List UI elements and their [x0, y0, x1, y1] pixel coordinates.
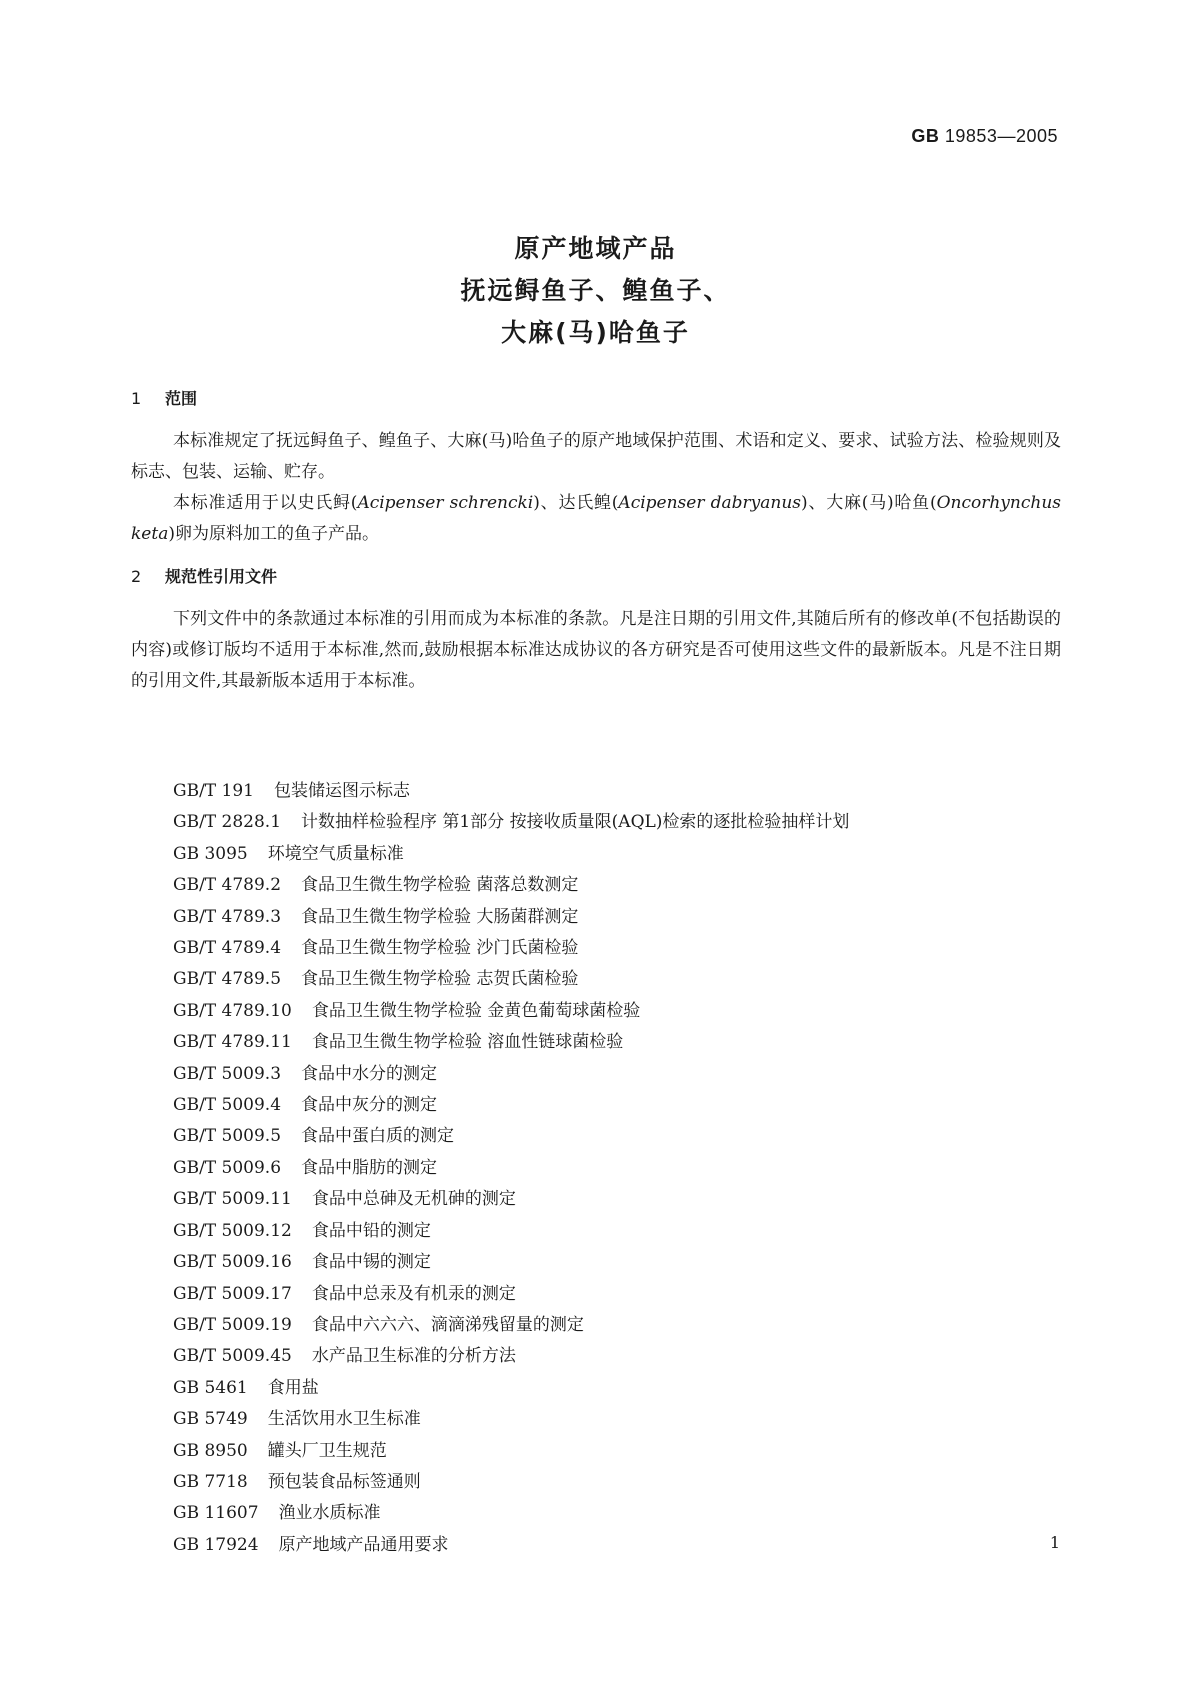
reference-item: [173, 807, 849, 838]
reference-title: 食品中灰分的测定: [301, 1095, 438, 1116]
scope-text-2: )、达氏鳇(: [533, 493, 619, 513]
standard-code-number: 19853—2005: [944, 126, 1058, 146]
references-intro: 下列文件中的条款通过本标准的引用而成为本标准的条款。凡是注日期的引用文件,其随后所有的修改单(不包括勘误的内容)或修订版均不适用于本标准,然而,鼓励根据本标准达成协议的各方研究是否可使用这些文件的最新版本。凡是不注日期的引用文件,其最新版本适用于本标准。: [131, 609, 1061, 691]
reference-item: [173, 1530, 849, 1561]
reference-title: 食品中总汞及有机汞的测定: [311, 1283, 516, 1304]
reference-item: [173, 1027, 849, 1058]
title-line-1: 原产地域产品: [514, 234, 677, 263]
reference-title: 食品中铅的测定: [311, 1220, 431, 1241]
reference-item: [173, 839, 849, 870]
title-line-2: 抚远鲟鱼子、鳇鱼子、: [460, 276, 731, 305]
reference-item: [173, 1341, 849, 1372]
reference-item: [173, 996, 849, 1027]
reference-title: 食品中脂肪的测定: [301, 1157, 438, 1178]
reference-code: GB/T 5009.12: [173, 1220, 292, 1241]
reference-title: 食品卫生微生物学检验 志贺氏菌检验: [301, 969, 579, 990]
reference-code: GB 5461: [173, 1377, 248, 1398]
reference-code: GB/T 5009.5: [173, 1126, 282, 1147]
reference-code: GB/T 5009.3: [173, 1063, 282, 1084]
reference-item: [173, 870, 849, 901]
reference-item: [173, 902, 849, 933]
reference-code: GB 8950: [173, 1440, 248, 1461]
reference-title: 生活饮用水卫生标准: [267, 1409, 421, 1430]
scope-paragraph-1: 本标准规定了抚远鲟鱼子、鳇鱼子、大麻(马)哈鱼子的原产地域保护范围、术语和定义、要求、试验方法、检验规则及标志、包装、运输、贮存。: [131, 431, 1061, 482]
section-2-number: 2: [131, 567, 142, 586]
reference-code: GB/T 4789.11: [173, 1032, 292, 1053]
reference-code: GB/T 5009.4: [173, 1095, 282, 1116]
section-1-heading: [131, 386, 197, 409]
reference-item: [173, 1467, 849, 1498]
reference-item: [173, 1216, 849, 1247]
reference-title: 食品中蛋白质的测定: [301, 1126, 455, 1147]
page-number: 1: [1049, 1533, 1060, 1552]
reference-code: GB/T 2828.1: [173, 812, 282, 833]
reference-title: 罐头厂卫生规范: [267, 1440, 387, 1461]
reference-item: [173, 933, 849, 964]
reference-code: GB 7718: [173, 1471, 248, 1492]
reference-title: 食品卫生微生物学检验 大肠菌群测定: [301, 906, 579, 927]
reference-code: GB/T 5009.16: [173, 1252, 292, 1273]
reference-title: 食品中六六六、滴滴涕残留量的测定: [311, 1314, 584, 1335]
scope-text-1: 本标准适用于以史氏鲟(: [173, 493, 358, 513]
reference-item: [173, 1310, 849, 1341]
reference-list: [173, 776, 849, 1561]
latin-name-dabry-sturgeon: Acipenser dabryanus: [618, 493, 802, 513]
reference-code: GB/T 4789.3: [173, 906, 282, 927]
reference-code: GB/T 5009.17: [173, 1283, 292, 1304]
scope-text-4: )卵为原料加工的鱼子产品。: [168, 524, 379, 544]
reference-item: [173, 964, 849, 995]
reference-item: [173, 1121, 849, 1152]
reference-title: 计数抽样检验程序 第1部分 按接收质量限(AQL)检索的逐批检验抽样计划: [301, 812, 850, 833]
reference-code: GB/T 4789.10: [173, 1000, 292, 1021]
reference-item: [173, 1373, 849, 1404]
reference-title: 食品卫生微生物学检验 溶血性链球菌检验: [311, 1032, 624, 1053]
reference-title: 食品卫生微生物学检验 金黄色葡萄球菌检验: [311, 1000, 641, 1021]
reference-item: [173, 1059, 849, 1090]
reference-title: 包装储运图示标志: [274, 781, 410, 801]
scope-paragraph-2: [131, 488, 1061, 550]
reference-title: 食品卫生微生物学检验 菌落总数测定: [301, 875, 579, 896]
reference-item: [173, 1090, 849, 1121]
reference-code: GB/T 4789.4: [173, 938, 282, 959]
reference-code: GB 5749: [173, 1409, 248, 1430]
section-2-title: 规范性引用文件: [165, 567, 278, 586]
reference-title: 预包装食品标签通则: [267, 1471, 421, 1492]
reference-code: GB/T 191: [173, 781, 254, 801]
document-title: [0, 228, 1191, 354]
reference-title: 食品中锡的测定: [311, 1252, 431, 1273]
reference-title: 渔业水质标准: [278, 1503, 381, 1524]
section-1-title: 范围: [165, 389, 198, 408]
reference-code: GB/T 4789.5: [173, 969, 282, 990]
latin-name-shrenck-sturgeon: Acipenser schrencki: [357, 493, 534, 513]
reference-item: [173, 1247, 849, 1278]
reference-title: 环境空气质量标准: [267, 843, 404, 864]
reference-code: GB/T 5009.19: [173, 1314, 292, 1335]
standard-code: [911, 126, 1058, 147]
section-1-number: 1: [131, 389, 142, 408]
reference-item: [173, 1184, 849, 1215]
reference-code: GB 11607: [173, 1503, 259, 1524]
reference-item: [173, 1404, 849, 1435]
standard-code-prefix: GB: [911, 126, 940, 146]
reference-title: 食用盐: [267, 1377, 319, 1398]
reference-title: 食品卫生微生物学检验 沙门氏菌检验: [301, 938, 579, 959]
reference-code: GB/T 4789.2: [173, 875, 282, 896]
reference-item: [173, 1498, 849, 1529]
latin-name-chum-salmon: Oncorhynchus keta: [131, 493, 1061, 544]
reference-item: [173, 1153, 849, 1184]
reference-code: GB/T 5009.6: [173, 1157, 282, 1178]
title-line-3: 大麻(马)哈鱼子: [501, 318, 690, 347]
reference-code: GB/T 5009.11: [173, 1189, 292, 1210]
reference-item: [173, 1436, 849, 1467]
reference-item: [173, 1279, 849, 1310]
section-2-heading: [131, 564, 277, 587]
reference-title: 水产品卫生标准的分析方法: [311, 1346, 516, 1367]
reference-title: 食品中总砷及无机砷的测定: [311, 1189, 516, 1210]
reference-title: 原产地域产品通用要求: [278, 1534, 449, 1555]
reference-code: GB 3095: [173, 843, 248, 864]
scope-text-3: )、大麻(马)哈鱼(: [801, 493, 937, 513]
reference-item: [173, 776, 849, 807]
reference-title: 食品中水分的测定: [301, 1063, 438, 1084]
reference-code: GB/T 5009.45: [173, 1346, 292, 1367]
reference-code: GB 17924: [173, 1534, 259, 1555]
